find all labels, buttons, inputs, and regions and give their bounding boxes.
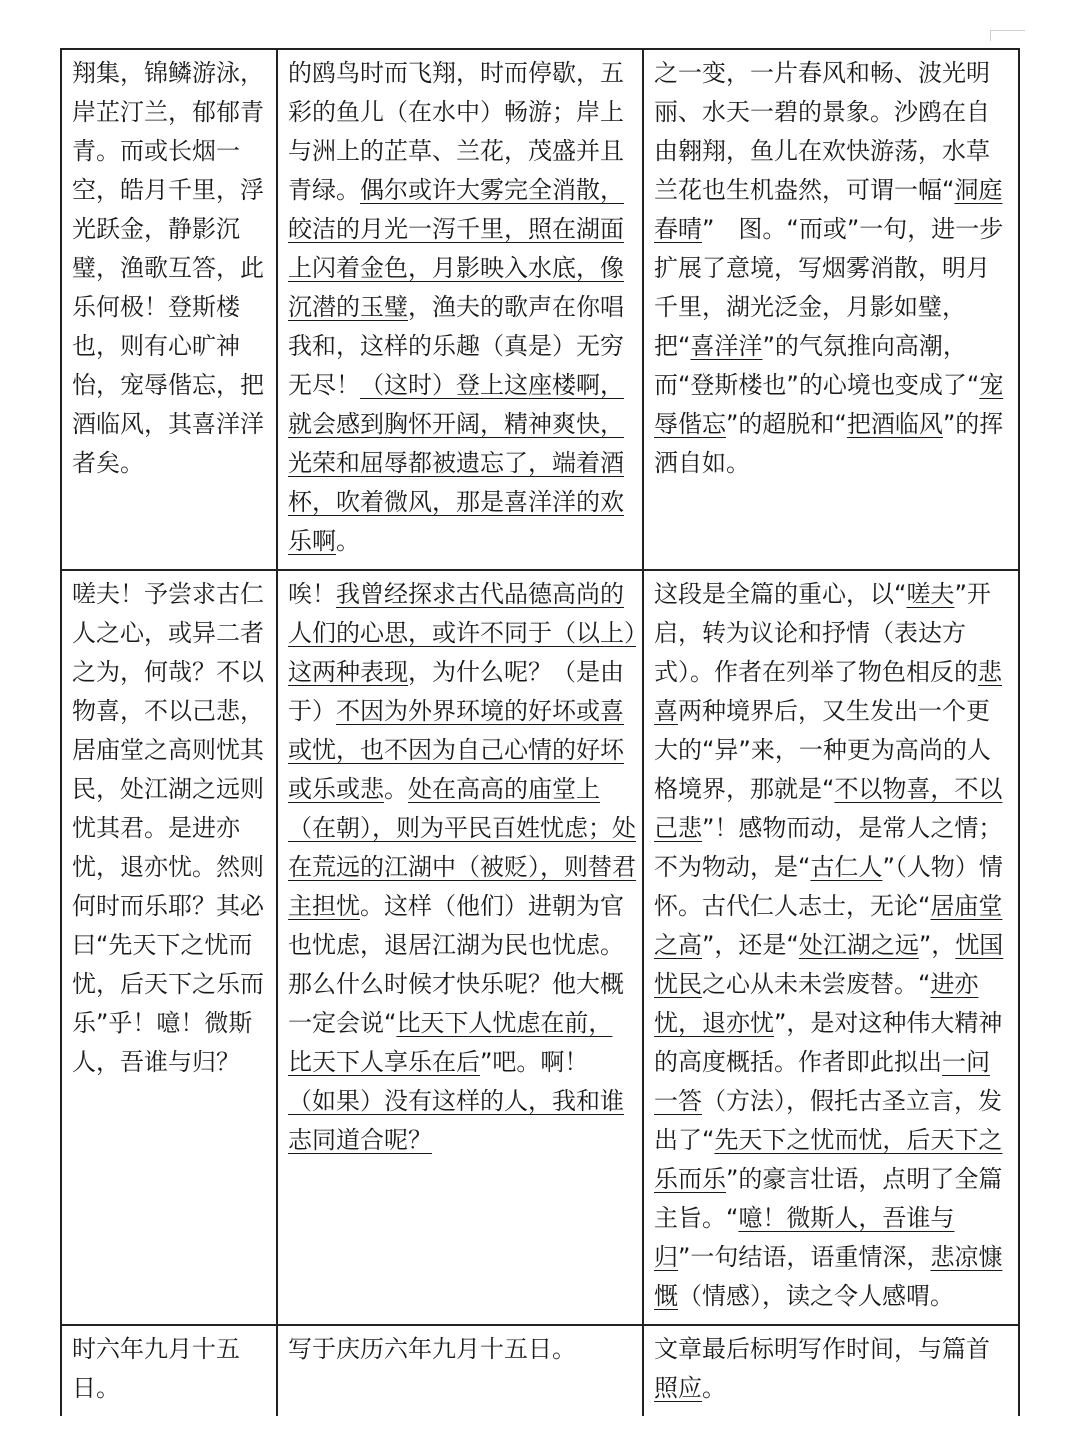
annotation-table [60, 48, 1020, 1416]
analysis-segment-underlined: 古仁人 [810, 853, 883, 881]
table-row [61, 49, 1019, 570]
page-corner-mark [990, 30, 1025, 41]
analysis-segment: 之心从未未尝废替。“ [702, 970, 931, 998]
analysis-segment-underlined: 把酒临风 [846, 410, 943, 438]
analysis-segment-underlined: 悲凉慷慨 [654, 1243, 1003, 1310]
analysis-segment: 文章最后标明写作时间，与篇首 [654, 1335, 990, 1363]
original-text-cell [61, 1325, 277, 1416]
analysis-segment: ”的挥洒自如。 [654, 410, 1004, 477]
translation-segment: 写于庆历六年九月十五日。 [288, 1335, 576, 1363]
analysis-segment: ”（人物）情怀。古代仁人志士，无论“ [654, 853, 1003, 920]
analysis-segment: ”！感物而动，是常人之情；不为物动，是“ [654, 814, 1003, 881]
translation-cell [277, 1325, 643, 1416]
analysis-segment: ” 图。“而或”一句，进一步扩展了意境，写烟雾消散，明月千里，湖光泛金，月影如璧，把“ [654, 215, 1004, 360]
analysis-segment: ”， [918, 931, 956, 959]
analysis-segment: ”的气氛推向高潮，而“登斯楼也”的心境也变成了“ [654, 332, 980, 399]
analysis-segment: 这段是全篇的重心，以“ [654, 580, 907, 608]
translation-segment: ，为什么呢？（是由于） [288, 658, 624, 725]
translation-segment: 。 [384, 775, 408, 803]
analysis-segment-underlined: 忧国忧民 [654, 931, 1004, 998]
translation-segment: ”吧。啊！ [480, 1048, 589, 1076]
analysis-segment: （情感），读之令人感喟。 [678, 1282, 954, 1310]
analysis-segment-underlined: 不以物喜，不以己悲 [654, 775, 1003, 842]
analysis-segment: ”，是对这种伟大精神的高度概括。作者即此拟出 [654, 1009, 1003, 1076]
translation-segment-underlined: 比天下人忧虑在前，比天下人享乐在后 [288, 1009, 613, 1076]
analysis-cell [643, 570, 1019, 1325]
analysis-segment: ”的超脱和“ [726, 410, 847, 438]
analysis-segment: 两种境界后，又生发出一个更大的“异”来，一种更为高尚的人格境界，那就是“ [654, 697, 991, 803]
translation-segment-underlined: 偶尔或许大雾完全消散，皎洁的月光一泻千里，照在湖面上闪着金色，月影映入水底，像沉潜的玉璧 [288, 176, 624, 321]
analysis-segment-underlined: 悲喜 [654, 658, 1002, 725]
original-text: 时六年九月十五日。 [72, 1335, 240, 1402]
original-text-cell [61, 570, 277, 1325]
translation-segment-underlined: （如果）没有这样的人，我和谁志同道合呢？ [288, 1087, 624, 1154]
analysis-segment: ”的豪言壮语，点明了全篇主旨。“ [654, 1165, 1003, 1232]
translation-segment-underlined: 我曾经探求古代品德高尚的人们的心思，或许不同于（以上）这两种表现 [288, 580, 636, 686]
analysis-segment-underlined: 先天下之忧而忧，后天下之乐而乐 [654, 1126, 1003, 1193]
analysis-segment: 。 [702, 1374, 726, 1402]
analysis-segment-underlined: 照应 [654, 1374, 702, 1402]
analysis-segment: ”开启，转为议论和抒情（表达方式）。作者在列举了物色相反的 [654, 580, 991, 686]
analysis-segment-underlined: 一问一答 [654, 1048, 990, 1115]
translation-segment: ，渔夫的歌声在你唱我和，这样的乐趣（真是）无穷无尽！ [288, 293, 624, 399]
analysis-segment-underlined: 洞庭春晴 [654, 176, 1003, 243]
analysis-segment-underlined: 进亦忧，退亦忧 [654, 970, 979, 1037]
analysis-segment-underlined: 喜洋洋 [690, 332, 763, 360]
translation-segment-underlined: （这时）登上这座楼啊，就会感到胸怀开阔，精神爽快，光荣和屈辱都被遗忘了，端着酒杯，吹着微风，那是喜洋洋的欢乐啊 [288, 371, 624, 555]
translation-segment: 的鸥鸟时而飞翔，时而停歇，五彩的鱼儿（在水中）畅游；岸上与洲上的芷草、兰花，茂盛并且青绿。 [288, 59, 624, 204]
translation-segment: 唉！ [288, 580, 336, 608]
table-row [61, 1325, 1019, 1416]
original-text: 翔集，锦鳞游泳，岸芷汀兰，郁郁青青。而或长烟一空，皓月千里，浮光跃金，静影沉璧，渔歌互答，此乐何极！登斯楼也，则有心旷神怡，宠辱偕忘，把酒临风，其喜洋洋者矣。 [72, 59, 264, 477]
translation-segment: 。 [336, 527, 360, 555]
analysis-segment-underlined: 宠辱偕忘 [654, 371, 1004, 438]
analysis-segment: ”一句结语，语重情深， [678, 1243, 931, 1271]
table-row [61, 570, 1019, 1325]
original-text: 嗟夫！予尝求古仁人之心，或异二者之为，何哉？不以物喜，不以己悲，居庙堂之高则忧其民，处江湖之远则忧其君。是进亦忧，退亦忧。然则何时而乐耶？其必曰“先天下之忧而忧，后天下之乐而乐”乎！噫！微斯人，吾谁与归？ [72, 580, 264, 1076]
analysis-segment-underlined: 居庙堂之高 [654, 892, 1003, 959]
analysis-cell [643, 49, 1019, 570]
original-text-cell [61, 49, 277, 570]
analysis-segment: 之一变，一片春风和畅、波光明丽、水天一碧的景象。沙鸥在自由翱翔，鱼儿在欢快游荡，水草兰花也生机盎然，可谓一幅“ [654, 59, 990, 204]
translation-cell [277, 570, 643, 1325]
translation-segment: 。这样（他们）进朝为官也忧虑，退居江湖为民也忧虑。那么什么时候才快乐呢？他大概一定会说“ [288, 892, 624, 1037]
analysis-segment-underlined: 嗟夫 [906, 580, 955, 608]
analysis-segment: ”，还是“ [702, 931, 799, 959]
analysis-segment-underlined: 噫！微斯人，吾谁与归 [654, 1204, 955, 1271]
analysis-segment-underlined: 处江湖之远 [798, 931, 919, 959]
translation-segment-underlined: 处在高高的庙堂上（在朝），则为平民百姓忧虑；处在荒远的江湖中（被贬），则替君主担忧 [288, 775, 636, 920]
translation-cell [277, 49, 643, 570]
analysis-segment: （方法），假托古圣立言，发出了“ [654, 1087, 1002, 1154]
analysis-cell [643, 1325, 1019, 1416]
translation-segment-underlined: 不因为外界环境的好坏或喜或忧，也不因为自己心情的好坏或乐或悲 [288, 697, 624, 803]
